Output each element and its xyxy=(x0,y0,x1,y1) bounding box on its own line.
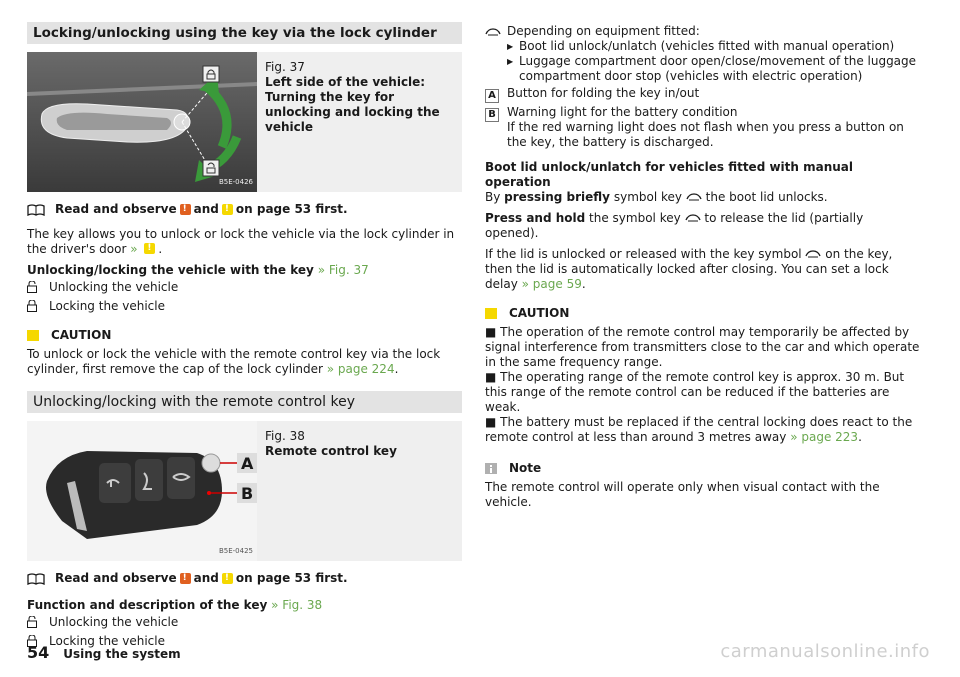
figure-37-code: B5E-0426 xyxy=(218,178,253,186)
boot-lid-icon xyxy=(805,250,821,258)
figure-38-image xyxy=(27,421,257,561)
link-fig-38[interactable]: » Fig. 38 xyxy=(271,598,323,612)
label-a: A xyxy=(485,89,499,103)
section-title-remote: Unlocking/locking with the remote control key xyxy=(27,391,462,413)
boot-paragraph: Boot lid unlock/unlatch for vehicles fitted with manual operation By pressing briefly symbol key the boot lid unlocks. xyxy=(485,160,854,204)
info-icon xyxy=(485,463,497,474)
list-item: Locking the vehicle xyxy=(27,299,462,316)
caution-text: To unlock or lock the vehicle with the remote control key via the lock cylinder, first remove the cap of the lock cylinder » page 224. xyxy=(27,347,441,376)
boot-lid-icon xyxy=(485,24,507,40)
caution-icon xyxy=(27,330,39,341)
read-observe-1: Read and observe ! and ! on page 53 first. xyxy=(27,202,462,217)
right-column xyxy=(485,22,920,510)
figure-38-caption-text: Remote control key xyxy=(265,444,397,458)
watermark: carmanualsonline.info xyxy=(720,641,930,662)
link-warning[interactable]: » xyxy=(130,242,138,256)
caution-item-2: ■ The operating range of the remote control key is approx. 30 m. But this range of the remote control can be reduced if the batteries are weak. xyxy=(485,370,905,414)
press-hold-paragraph: Press and hold the symbol key to release the lid (partially opened). xyxy=(485,211,864,240)
book-icon xyxy=(27,573,45,585)
list-item: A Button for folding the key in/out xyxy=(485,86,920,103)
warning-yellow-icon xyxy=(222,204,233,215)
warning-red-icon xyxy=(180,204,191,215)
unlock-icon xyxy=(27,280,49,297)
door-handle-illustration xyxy=(27,52,257,192)
link-page-59[interactable]: » page 59 xyxy=(521,277,582,291)
caution-item-1: ■ The operation of the remote control may temporarily be affected by signal interference from transmitters close to the car and which operate in the same frequency range. xyxy=(485,325,920,369)
book-icon xyxy=(27,204,45,216)
figure-38-code: B5E-0425 xyxy=(218,547,253,555)
list-item: Locking the vehicle xyxy=(27,634,462,651)
warning-yellow-icon xyxy=(222,573,233,584)
page-number: 54 xyxy=(27,643,50,662)
boot-lid-icon xyxy=(686,193,702,201)
page-footer xyxy=(27,645,181,662)
figure-37-caption xyxy=(265,60,460,135)
caution-item-3: ■ The battery must be replaced if the central locking does react to the remote control at less than around 3 metres away » page 223. xyxy=(485,415,913,444)
figure-38-label-a: A xyxy=(241,454,254,473)
note-heading: Note xyxy=(485,461,920,476)
link-page-223[interactable]: » page 223 xyxy=(790,430,859,444)
figure-37 xyxy=(27,52,462,192)
boot-lid-icon xyxy=(685,214,701,222)
figure-37-number: Fig. 37 xyxy=(265,60,305,74)
lock-icon xyxy=(27,299,49,316)
figure-38-number: Fig. 38 xyxy=(265,429,305,443)
unlock-icon xyxy=(27,615,49,632)
note-text: The remote control will operate only when visual contact with the vehicle. xyxy=(485,480,880,509)
figure-37-image xyxy=(27,52,257,192)
intro-paragraph: The key allows you to unlock or lock the vehicle via the lock cylinder in the driver's door » ! . xyxy=(27,227,462,257)
list-item: Unlocking the vehicle xyxy=(27,615,462,632)
list-item: Depending on equipment fitted: ▶ Boot lid unlock/unlatch (vehicles fitted with manual operation) ▶ Luggage compartment door open/close/movement of the luggage compartment door stop (vehicles with electric operation) xyxy=(485,24,920,84)
remote-key-illustration xyxy=(27,421,257,561)
warning-red-icon xyxy=(180,573,191,584)
link-fig-37[interactable]: » Fig. 37 xyxy=(317,263,369,277)
figure-38 xyxy=(27,421,462,561)
link-page-224[interactable]: » page 224 xyxy=(326,362,395,376)
left-column xyxy=(27,22,462,651)
section-title-lock-cylinder: Locking/unlocking using the key via the lock cylinder xyxy=(27,22,462,44)
caution-heading: CAUTION xyxy=(485,306,920,321)
warning-yellow-icon xyxy=(144,243,155,254)
auto-lock-paragraph: If the lid is unlocked or released with the key symbol on the key, then the lid is automatically locked after closing. You can set a lock delay » page 59. xyxy=(485,247,893,291)
read-observe-2: Read and observe ! and ! on page 53 first. xyxy=(27,571,462,586)
list-item: B Warning light for the battery condition If the red warning light does not flash when you press a button on the key, the battery is discharged. xyxy=(485,105,920,150)
caution-heading: CAUTION xyxy=(27,328,462,343)
figure-37-caption-text: Left side of the vehicle: Turning the key for unlocking and locking the vehicle xyxy=(265,75,440,134)
caution-icon xyxy=(485,308,497,319)
label-b: B xyxy=(485,108,499,122)
subhead-function-key: Function and description of the key » Fig. 38 xyxy=(27,598,323,612)
list-item: Unlocking the vehicle xyxy=(27,280,462,297)
subhead-unlock-key: Unlocking/locking the vehicle with the key » Fig. 37 xyxy=(27,263,369,277)
figure-38-label-b: B xyxy=(241,484,254,503)
figure-38-caption xyxy=(265,429,460,459)
page-section-title: Using the system xyxy=(63,647,181,661)
